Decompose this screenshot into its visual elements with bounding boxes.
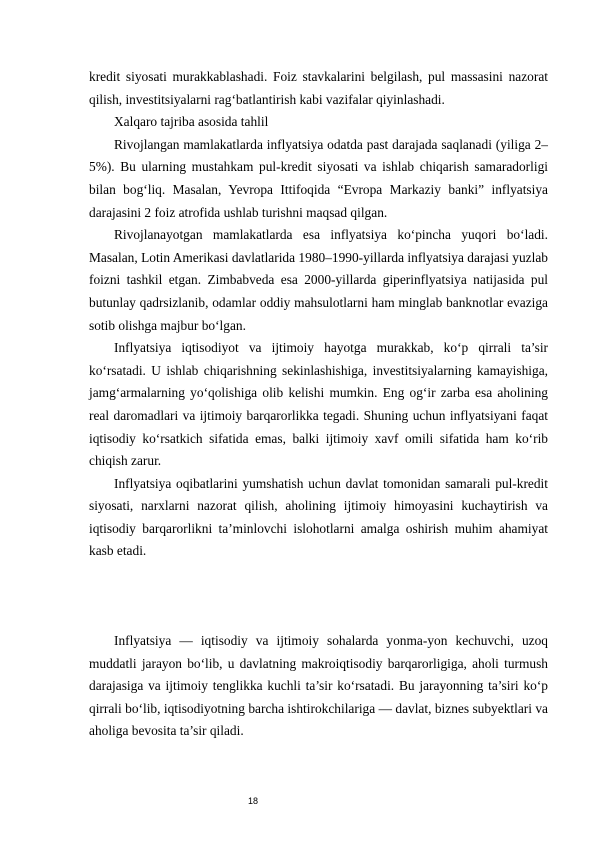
paragraph: Inflyatsiya iqtisodiyot va ijtimoiy hayotga murakkab, ko‘p qirrali ta’sir ko‘rsatadi. U ishlab chiqarishning sekinlashishiga, investitsiyalarning kamayishiga, jamg‘armalarning yo‘qolishiga olib kelishi mumkin. Eng og‘ir zarba esa aholining real daromadlari va ijtimoiy barqarorlikka tegadi. Shuning uchun inflyatsiyani faqat iqtisodiy ko‘rsatkich sifatida emas, balki ijtimoiy xavf omili sifatida ham ko‘rib chiqish zarur. xyxy=(89,340,548,469)
page-number: 18 xyxy=(248,796,259,806)
blank-space xyxy=(89,563,548,630)
section-heading: Xalqaro tajriba asosida tahlil xyxy=(114,114,269,130)
paragraph: Rivojlangan mamlakatlarda inflyatsiya odatda past darajada saqlanadi (yiliga 2–5%). Bu ularning mustahkam pul-kredit siyosati va ishlab chiqarish samaradorligi bilan bog‘liq. Masalan, Yevropa Ittifoqida “Evropa Markaziy banki” inflyatsiya darajasini 2 foiz atrofida ushlab turishni maqsad qilgan. xyxy=(89,136,548,220)
paragraph-continuation: kredit siyosati murakkablashadi. Foiz stavkalarini belgilash, pul massasini nazorat qilish, investitsiyalarni rag‘batlantirish kabi vazifalar qiyinlashadi. xyxy=(89,69,548,107)
paragraph: Inflyatsiya oqibatlarini yumshatish uchun davlat tomonidan samarali pul-kredit siyosati, narxlarni nazorat qilish, aholining ijtimoiy himoyasini kuchaytirish va iqtisodiy barqarorlikni ta’minlovchi islohotlarni amalga oshirish muhim ahamiyat kasb etadi. xyxy=(89,475,548,559)
body-text xyxy=(89,66,548,743)
paragraph: Inflyatsiya — iqtisodiy va ijtimoiy sohalarda yonma-yon kechuvchi, uzoq muddatli jarayon bo‘lib, u davlatning makroiqtisodiy barqarorligiga, aholi turmush darajasiga va ijtimoiy tenglikka kuchli ta’sir ko‘rsatadi. Bu jarayonning ta’siri ko‘p qirrali bo‘lib, iqtisodiyotning barcha ishtirokchilariga — davlat, biznes subyektlari va aholiga bevosita ta’sir qiladi. xyxy=(89,633,548,739)
paragraph: Rivojlanayotgan mamlakatlarda esa inflyatsiya ko‘pincha yuqori bo‘ladi. Masalan, Lotin Amerikasi davlatlarida 1980–1990-yillarda inflyatsiya darajasi yuzlab foizni tashkil etgan. Zimbabveda esa 2000-yillarda giperinflyatsiya natijasida pul butunlay qadrsizlanib, odamlar oddiy mahsulotlarni ham minglab banknotlar evaziga sotib olishga majbur bo‘lgan. xyxy=(89,227,548,333)
